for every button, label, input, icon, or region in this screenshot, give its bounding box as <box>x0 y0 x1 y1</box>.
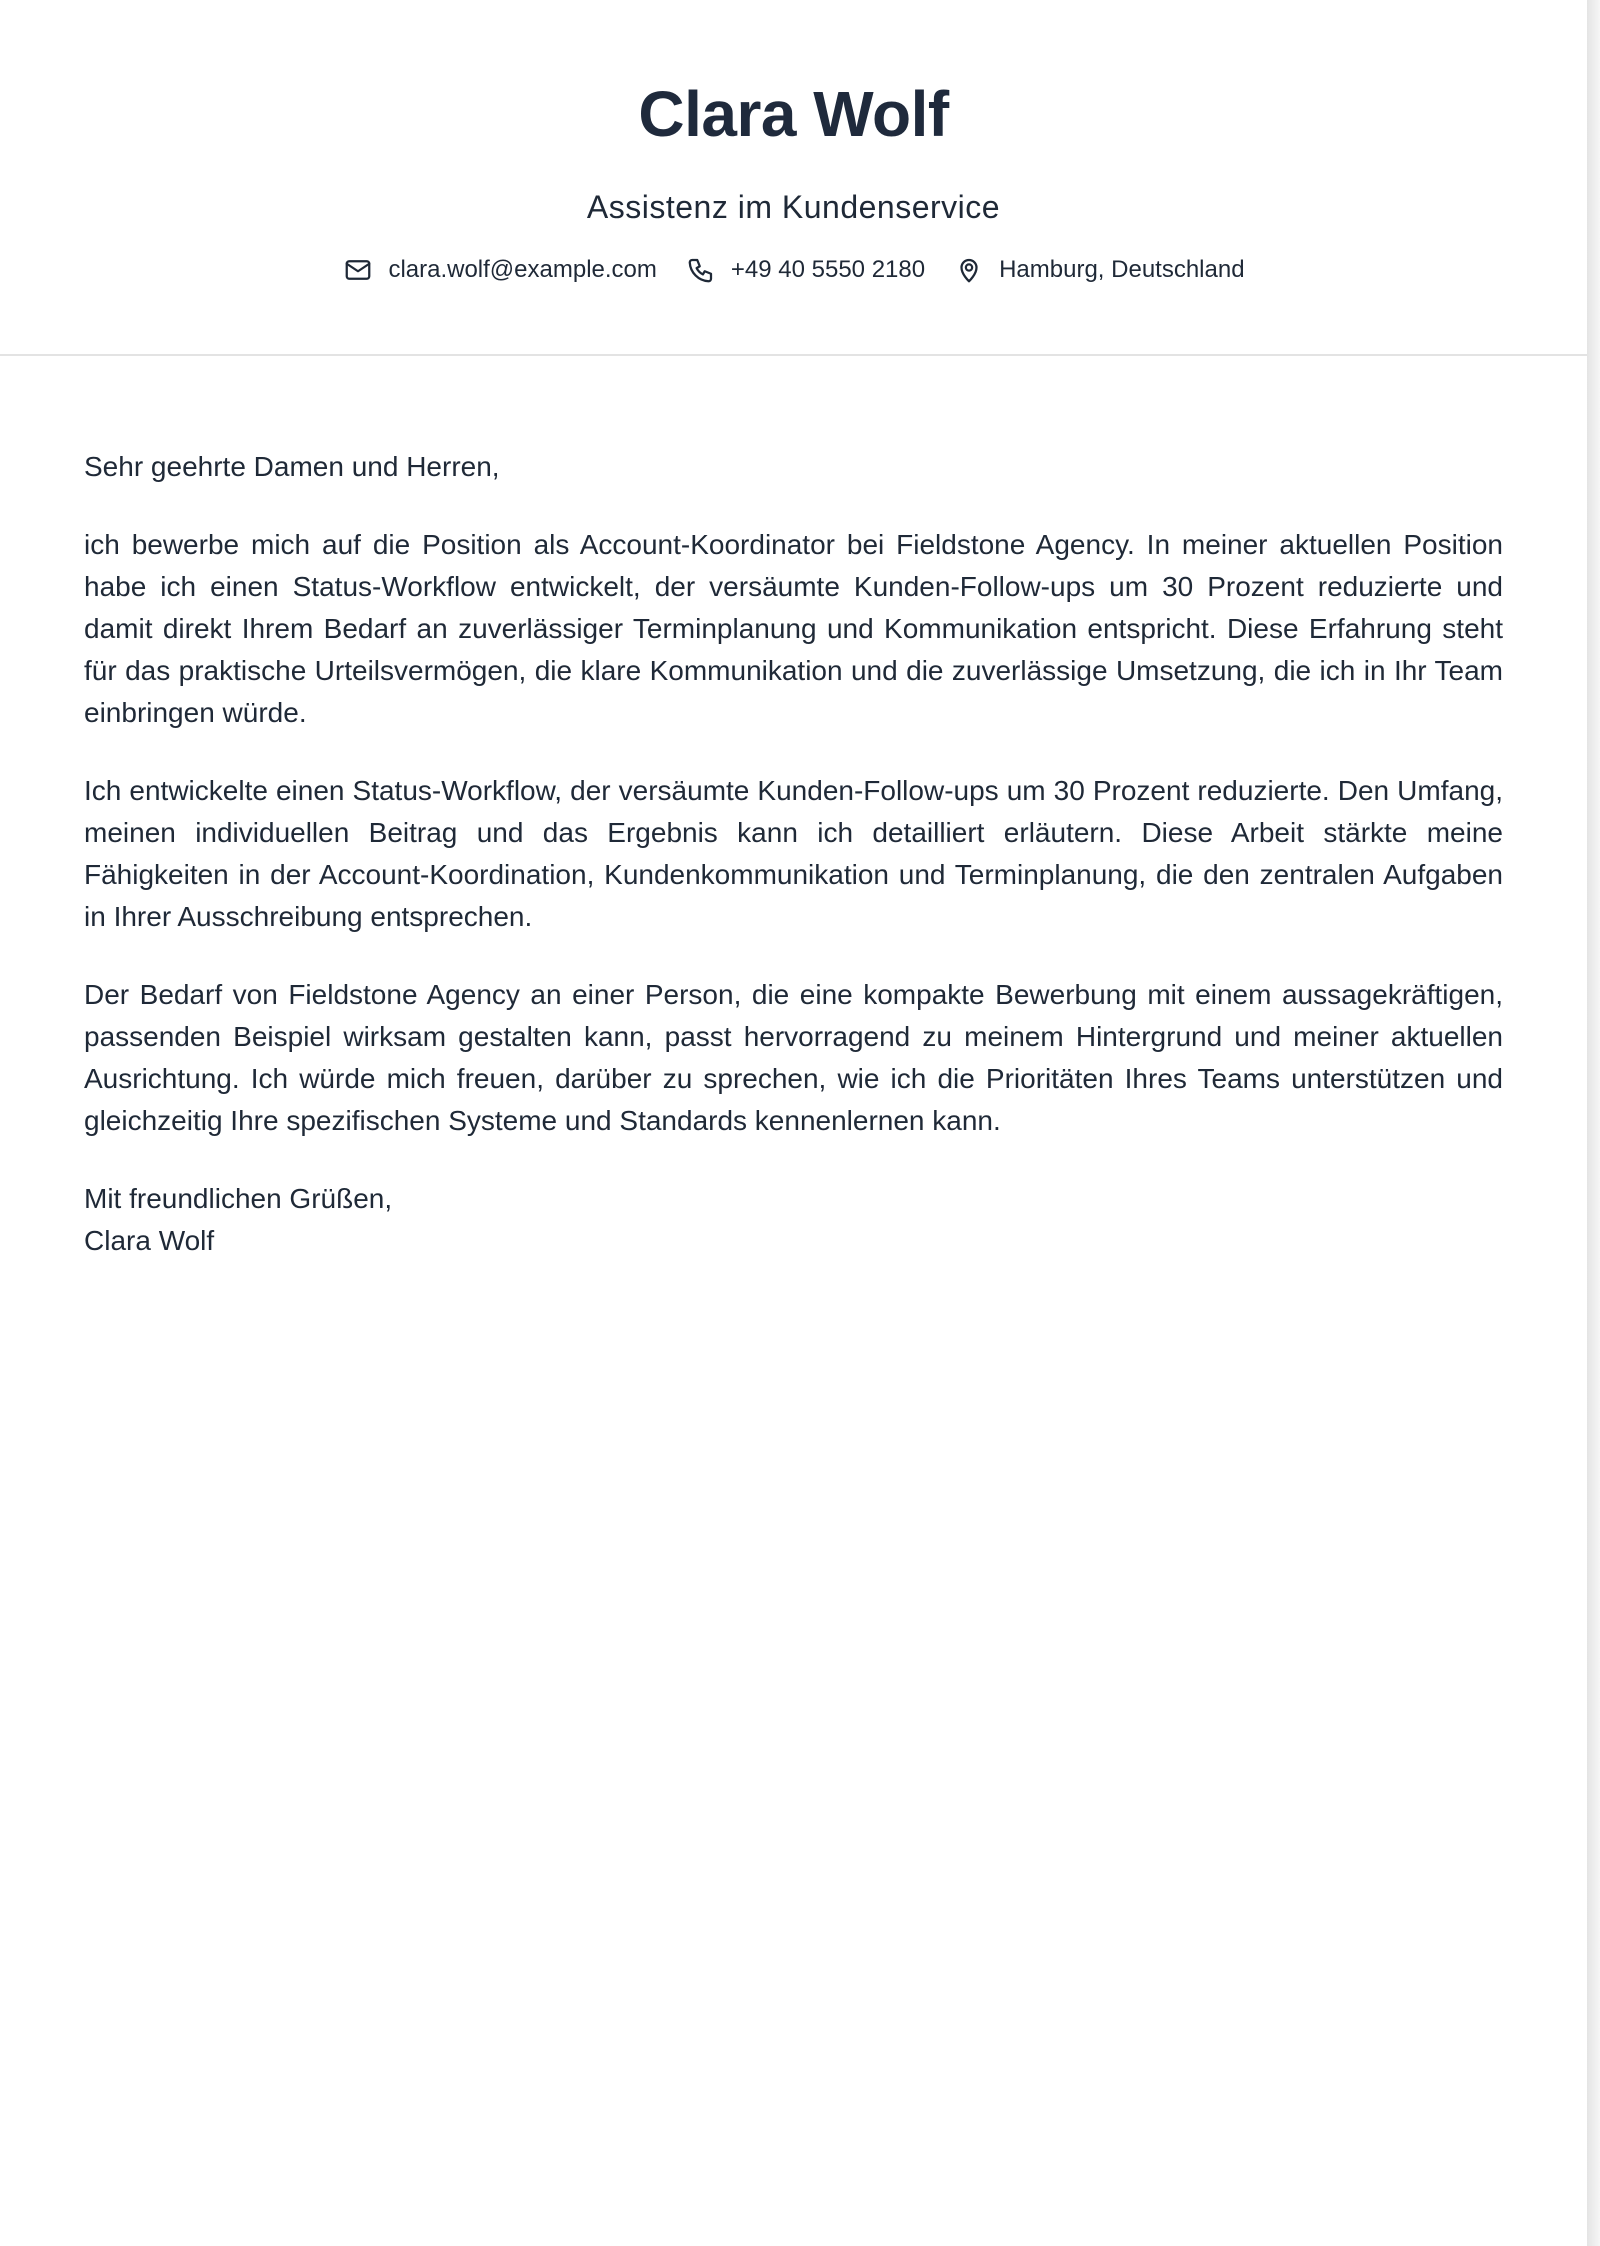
contact-email[interactable] <box>342 254 656 286</box>
closing-phrase: Mit freundlichen Grüßen, <box>84 1183 393 1214</box>
letter-header <box>0 0 1587 356</box>
phone-icon <box>685 254 717 286</box>
contact-phone[interactable] <box>685 254 925 286</box>
applicant-role: Assistenz im Kundenservice <box>586 189 1001 225</box>
salutation: Sehr geehrte Damen und Herren, <box>84 451 500 482</box>
page-edge-shadow <box>1587 0 1600 2246</box>
paragraph-1: ich bewerbe mich auf die Position als Account-Koordinator bei Fieldstone Agency. In meiner aktuellen Position habe ich einen Status-Workflow entwickelt, der versäumte Kunden-Follow-ups um 30 Prozent reduzierte und damit direkt Ihrem Bedarf an zuverlässiger Terminplanung und Kommunikation entspricht. Diese Erfahrung steht für das praktische Urteilsvermögen, die klare Kommunikation und die zuverlässige Umsetzung, die ich in Ihr Team einbringen würde. <box>84 529 1503 728</box>
contact-phone-text: +49 40 5550 2180 <box>730 256 926 283</box>
contact-email-text: clara.wolf@example.com <box>388 256 657 283</box>
contact-location <box>953 254 1244 286</box>
contact-location-text: Hamburg, Deutschland <box>999 256 1245 283</box>
closing-block <box>84 1178 1503 1262</box>
map-pin-icon <box>953 254 985 286</box>
paragraph-3: Der Bedarf von Fieldstone Agency an einer Person, die eine kompakte Bewerbung mit einem aussagekräftigen, passenden Beispiel wirksam gestalten kann, passt hervorragend zu meinem Hintergrund und meiner aktuellen Ausrichtung. Ich würde mich freuen, darüber zu sprechen, wie ich die Prioritäten Ihres Teams unterstützen und gleichzeitig Ihre spezifischen Systeme und Standards kennenlernen kann. <box>84 979 1503 1136</box>
letter-body <box>0 356 1587 1262</box>
signature: Clara Wolf <box>84 1225 215 1256</box>
mail-icon <box>342 254 374 286</box>
contact-info <box>0 254 1587 286</box>
applicant-name: Clara Wolf <box>638 78 949 150</box>
paragraph-2: Ich entwickelte einen Status-Workflow, der versäumte Kunden-Follow-ups um 30 Prozent reduzierte. Den Umfang, meinen individuellen Beitrag und das Ergebnis kann ich detailliert erläutern. Diese Arbeit stärkte meine Fähigkeiten in der Account-Koordination, Kundenkommunikation und Terminplanung, die den zentralen Aufgaben in Ihrer Ausschreibung entsprechen. <box>84 775 1503 932</box>
